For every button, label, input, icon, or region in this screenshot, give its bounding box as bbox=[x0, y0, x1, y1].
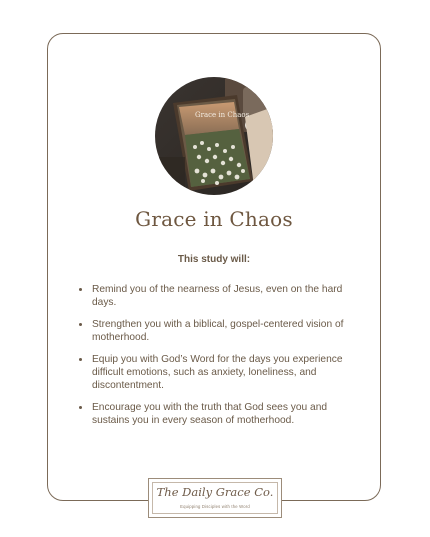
bullet-dot-icon bbox=[79, 323, 82, 326]
brand-name: The Daily Grace Co. bbox=[156, 485, 274, 499]
list-item-text: Encourage you with the truth that God sees you and sustains you in every season of motherhood. bbox=[92, 402, 328, 426]
bullet-dot-icon bbox=[79, 358, 82, 361]
book-cover-photo bbox=[155, 77, 273, 195]
list-item bbox=[76, 353, 346, 392]
bullet-dot-icon bbox=[79, 288, 82, 291]
study-title: Grace in Chaos bbox=[135, 207, 293, 231]
bullet-dot-icon bbox=[79, 406, 82, 409]
book-photo-image bbox=[155, 77, 273, 195]
cover-title-text: Grace in Chaos bbox=[195, 111, 250, 119]
study-subtitle: This study will: bbox=[177, 254, 251, 265]
list-item-text: Remind you of the nearness of Jesus, even on the hard days. bbox=[92, 284, 343, 308]
brand-tagline: Equipping Disciples with the Word bbox=[180, 504, 250, 509]
list-item-text: Equip you with God’s Word for the days you experience difficult emotions, such as anxiety, loneliness, and discontentment. bbox=[92, 354, 343, 391]
list-item bbox=[76, 401, 346, 427]
benefits-list bbox=[76, 283, 346, 436]
list-item-text: Strengthen you with a biblical, gospel-centered vision of motherhood. bbox=[92, 319, 344, 343]
list-item bbox=[76, 283, 346, 309]
list-item bbox=[76, 318, 346, 344]
brand-logo bbox=[148, 478, 282, 518]
